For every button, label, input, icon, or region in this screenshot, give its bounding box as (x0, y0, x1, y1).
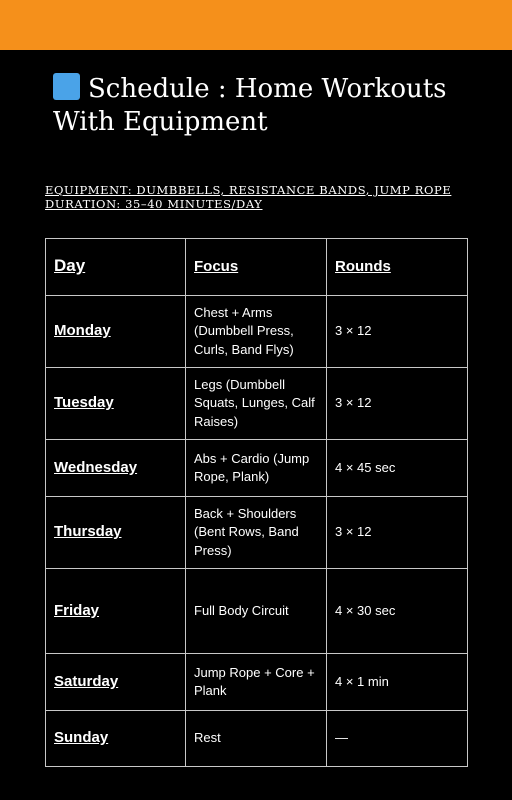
rounds-cell: 3 × 12 (327, 296, 468, 368)
rounds-cell: — (327, 711, 468, 767)
duration-line: DURATION: 35–40 MINUTES/DAY (45, 197, 263, 211)
header-focus: Focus (186, 239, 327, 296)
table-header-row (46, 239, 468, 296)
focus-cell: Rest (186, 711, 327, 767)
day-cell: Friday (46, 569, 186, 654)
table-row (46, 654, 468, 711)
table-row (46, 569, 468, 654)
focus-cell: Abs + Cardio (Jump Rope, Plank) (186, 440, 327, 497)
day-cell: Saturday (46, 654, 186, 711)
day-cell: Wednesday (46, 440, 186, 497)
rounds-cell: 4 × 1 min (327, 654, 468, 711)
focus-cell: Legs (Dumbbell Squats, Lunges, Calf Raises) (186, 368, 327, 440)
day-cell: Thursday (46, 497, 186, 569)
table-row (46, 497, 468, 569)
table-row (46, 368, 468, 440)
header-day: Day (46, 239, 186, 296)
page-title-text: Schedule : Home Workouts With Equipment (53, 74, 447, 137)
focus-cell: Full Body Circuit (186, 569, 327, 654)
equipment-line: EQUIPMENT: DUMBBELLS, RESISTANCE BANDS, JUMP ROPE (45, 183, 452, 197)
rounds-cell: 3 × 12 (327, 497, 468, 569)
page-title (53, 73, 493, 139)
top-accent-bar (0, 0, 512, 50)
focus-cell: Chest + Arms (Dumbbell Press, Curls, Band Flys) (186, 296, 327, 368)
rounds-cell: 3 × 12 (327, 368, 468, 440)
rounds-cell: 4 × 30 sec (327, 569, 468, 654)
header-rounds: Rounds (327, 239, 468, 296)
schedule-table (45, 238, 468, 767)
day-cell: Tuesday (46, 368, 186, 440)
table-row (46, 296, 468, 368)
table-row (46, 440, 468, 497)
day-cell: Monday (46, 296, 186, 368)
focus-cell: Back + Shoulders (Bent Rows, Band Press) (186, 497, 327, 569)
focus-cell: Jump Rope + Core + Plank (186, 654, 327, 711)
table-row (46, 711, 468, 767)
day-cell: Sunday (46, 711, 186, 767)
rounds-cell: 4 × 45 sec (327, 440, 468, 497)
workout-meta (45, 183, 485, 211)
blue-square-icon (53, 73, 80, 100)
